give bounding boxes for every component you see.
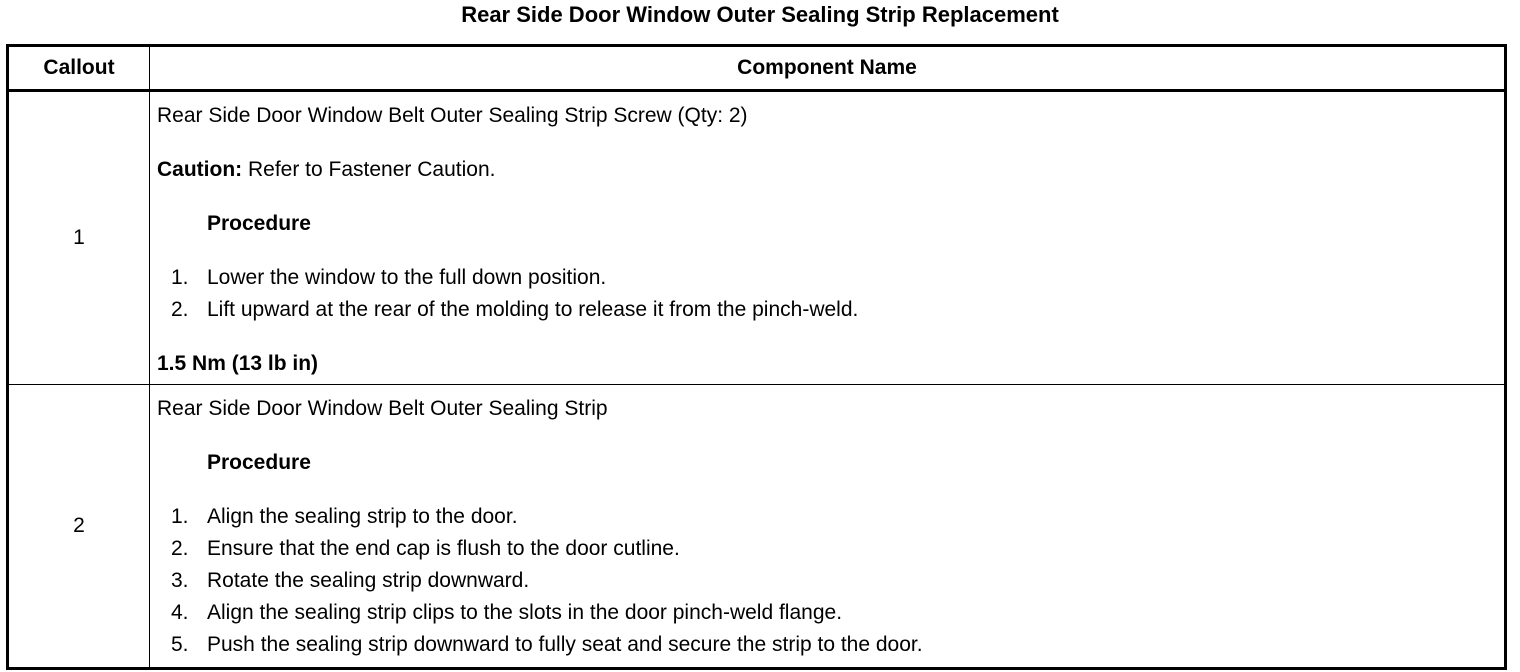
- component-name: Rear Side Door Window Belt Outer Sealing Strip: [157, 397, 608, 420]
- procedure-step: 4. Align the sealing strip clips to the slots in the door pinch-weld flange.: [171, 601, 843, 624]
- procedure-step: 2. Ensure that the end cap is flush to the door cutline.: [171, 537, 680, 560]
- procedure-step: 2. Lift upward at the rear of the molding to release it from the pinch-weld.: [171, 298, 859, 321]
- procedure-steps: [157, 262, 1496, 326]
- procedure-step: 5. Push the sealing strip downward to fully seat and secure the strip to the door.: [171, 633, 923, 656]
- caution-note: [157, 154, 1496, 186]
- callout-table: [6, 44, 1507, 670]
- procedure-heading: Procedure: [207, 212, 311, 235]
- component-cell: [150, 385, 1506, 669]
- callout-number: 1: [8, 91, 150, 385]
- header-callout: Callout: [8, 46, 150, 91]
- table-row: [8, 385, 1506, 669]
- component-cell: [150, 91, 1506, 385]
- procedure-heading: Procedure: [207, 451, 311, 474]
- procedure-steps: [157, 501, 1496, 661]
- procedure-step: 3. Rotate the sealing strip downward.: [171, 569, 530, 592]
- callout-number: 2: [8, 385, 150, 669]
- component-name: Rear Side Door Window Belt Outer Sealing Strip Screw (Qty: 2): [157, 104, 748, 127]
- procedure-step: 1. Align the sealing strip to the door.: [171, 505, 518, 528]
- page-title: Rear Side Door Window Outer Sealing Strip Replacement: [461, 2, 1059, 27]
- table-header-row: [8, 46, 1506, 91]
- caution-label: Caution:: [157, 158, 243, 181]
- table-row: [8, 91, 1506, 385]
- caution-text: Refer to Fastener Caution.: [248, 158, 496, 181]
- procedure-step: 1. Lower the window to the full down position.: [171, 266, 607, 289]
- header-component-name: Component Name: [150, 46, 1506, 91]
- torque-spec: 1.5 Nm (13 lb in): [157, 352, 319, 375]
